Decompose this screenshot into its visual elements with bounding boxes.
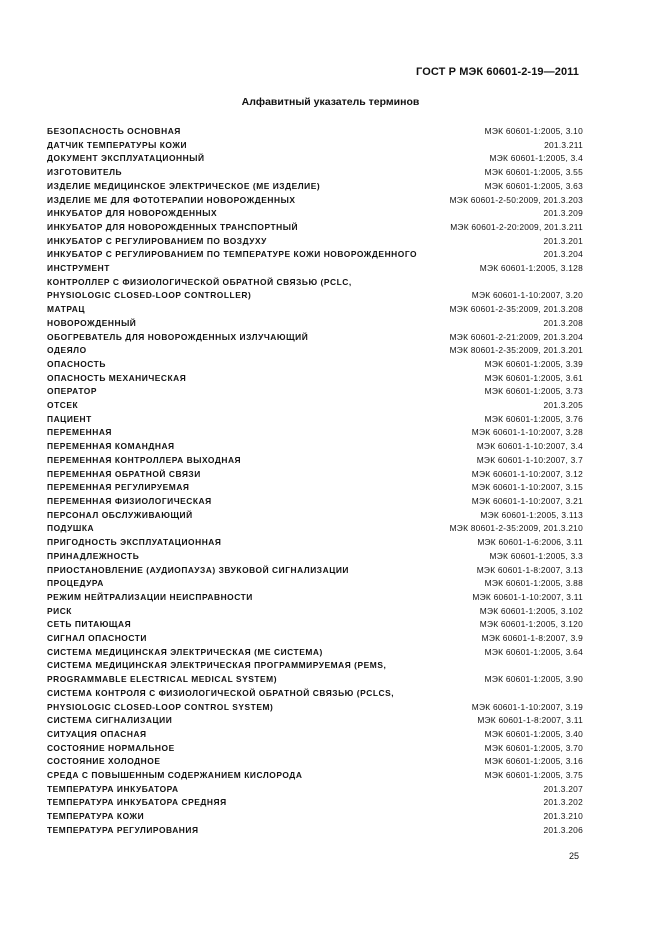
index-term: ПРИОСТАНОВЛЕНИЕ (АУДИОПАУЗА) ЗВУКОВОЙ СИГНАЛИЗАЦИИ — [47, 564, 350, 575]
index-term: ТЕМПЕРАТУРА ИНКУБАТОРА СРЕДНЯЯ — [47, 797, 227, 808]
index-entry — [47, 248, 583, 262]
index-reference: МЭК 60601-1:2005, 3.55 — [484, 167, 583, 178]
index-entry — [47, 687, 583, 714]
index-entry — [47, 276, 583, 303]
index-reference: МЭК 60601-1-6:2006, 3.11 — [477, 537, 583, 548]
index-entry — [47, 481, 583, 495]
index-reference: 201.3.209 — [543, 208, 583, 219]
index-reference: МЭК 60601-1:2005, 3.73 — [484, 386, 583, 397]
term-index-list — [47, 125, 583, 838]
index-reference: МЭК 60601-1-10:2007, 3.4 — [476, 441, 583, 452]
index-reference: МЭК 60601-1:2005, 3.16 — [484, 756, 583, 767]
index-reference: МЭК 60601-1-10:2007, 3.12 — [471, 468, 583, 479]
index-term: ИЗДЕЛИЕ МЕ ДЛЯ ФОТОТЕРАПИИ НОВОРОЖДЕННЫХ — [47, 194, 296, 205]
index-entry — [47, 755, 583, 769]
index-entry — [47, 194, 583, 208]
index-reference: МЭК 60601-1:2005, 3.64 — [484, 646, 583, 657]
index-entry — [47, 262, 583, 276]
index-term: ПАЦИЕНТ — [47, 413, 92, 424]
index-entry — [47, 618, 583, 632]
index-entry — [47, 235, 583, 249]
document-standard-id: ГОСТ Р МЭК 60601-2-19—2011 — [416, 66, 579, 78]
index-reference: МЭК 60601-1:2005, 3.75 — [484, 770, 583, 781]
index-entry — [47, 783, 583, 797]
index-reference: МЭК 60601-1:2005, 3.113 — [480, 509, 583, 520]
index-reference: МЭК 60601-1:2005, 3.4 — [489, 153, 583, 164]
index-term: ИНКУБАТОР С РЕГУЛИРОВАНИЕМ ПО ВОЗДУХУ — [47, 235, 267, 246]
index-entry — [47, 564, 583, 578]
index-reference: МЭК 60601-2-20:2009, 201.3.211 — [450, 221, 583, 232]
index-entry — [47, 824, 583, 838]
index-reference: 201.3.211 — [544, 139, 583, 150]
index-reference: МЭК 60601-1:2005, 3.90 — [484, 674, 583, 685]
index-entry — [47, 166, 583, 180]
index-reference: МЭК 60601-1:2005, 3.40 — [484, 728, 583, 739]
index-entry — [47, 399, 583, 413]
index-reference: МЭК 60601-1:2005, 3.63 — [484, 180, 583, 191]
index-term: ИЗГОТОВИТЕЛЬ — [47, 167, 123, 178]
index-term: ПЕРЕМЕННАЯ КОМАНДНАЯ — [47, 441, 175, 452]
index-reference: 201.3.207 — [543, 783, 583, 794]
index-term: ОДЕЯЛО — [47, 345, 87, 356]
index-entry — [47, 358, 583, 372]
index-reference: МЭК 60601-2-21:2009, 201.3.204 — [449, 331, 583, 342]
index-reference: МЭК 60601-1-10:2007, 3.20 — [471, 290, 583, 301]
index-entry — [47, 495, 583, 509]
index-entry — [47, 139, 583, 153]
index-term: ДАТЧИК ТЕМПЕРАТУРЫ КОЖИ — [47, 139, 188, 150]
index-term: ПОДУШКА — [47, 523, 95, 534]
index-term: СОСТОЯНИЕ ХОЛОДНОЕ — [47, 756, 161, 767]
index-reference: МЭК 60601-1:2005, 3.128 — [479, 263, 583, 274]
index-entry — [47, 605, 583, 619]
index-term: ТЕМПЕРАТУРА ИНКУБАТОРА — [47, 783, 179, 794]
index-reference: МЭК 60601-1-8:2007, 3.13 — [476, 564, 583, 575]
index-term: СИТУАЦИЯ ОПАСНАЯ — [47, 728, 147, 739]
index-term: ТЕМПЕРАТУРА РЕГУЛИРОВАНИЯ — [47, 824, 199, 835]
index-reference: МЭК 60601-1:2005, 3.61 — [484, 372, 583, 383]
index-entry — [47, 413, 583, 427]
index-entry — [47, 769, 583, 783]
index-term: ПРИГОДНОСТЬ ЭКСПЛУАТАЦИОННАЯ — [47, 537, 222, 548]
index-reference: 201.3.204 — [543, 249, 583, 260]
index-reference: 201.3.201 — [543, 235, 583, 246]
index-term: СЕТЬ ПИТАЮЩАЯ — [47, 619, 132, 630]
index-term: ИЗДЕЛИЕ МЕДИЦИНСКОЕ ЭЛЕКТРИЧЕСКОЕ (МЕ ИЗДЕЛИЕ) — [47, 180, 321, 191]
index-term: СИСТЕМА КОНТРОЛЯ С ФИЗИОЛОГИЧЕСКОЙ ОБРАТНОЙ СВЯЗЬЮ (PCLCS, PHYSIOLOGIC CLOSED-LOOP CONTROL SYSTEM) — [47, 687, 395, 712]
index-entry — [47, 426, 583, 440]
index-entry — [47, 468, 583, 482]
index-reference: МЭК 60601-2-50:2009, 201.3.203 — [449, 194, 583, 205]
index-term: СИСТЕМА МЕДИЦИНСКАЯ ЭЛЕКТРИЧЕСКАЯ ПРОГРАММИРУЕМАЯ (PEMS, PROGRAMMABLE ELECTRICAL MEDICAL SYSTEM) — [47, 660, 387, 685]
index-term: ИНСТРУМЕНТ — [47, 263, 110, 274]
index-entry — [47, 728, 583, 742]
index-term: МАТРАЦ — [47, 304, 86, 315]
index-term: РЕЖИМ НЕЙТРАЛИЗАЦИИ НЕИСПРАВНОСТИ — [47, 591, 253, 602]
index-reference: МЭК 80601-2-35:2009, 201.3.210 — [449, 523, 583, 534]
index-entry — [47, 303, 583, 317]
index-term: ИНКУБАТОР ДЛЯ НОВОРОЖДЕННЫХ ТРАНСПОРТНЫЙ — [47, 221, 299, 232]
index-entry — [47, 152, 583, 166]
index-entry — [47, 810, 583, 824]
index-entry — [47, 331, 583, 345]
index-reference: МЭК 60601-1:2005, 3.102 — [479, 605, 583, 616]
index-reference: МЭК 60601-1-10:2007, 3.19 — [471, 701, 583, 712]
index-term: ПЕРЕМЕННАЯ РЕГУЛИРУЕМАЯ — [47, 482, 190, 493]
index-entry — [47, 659, 583, 686]
index-reference: МЭК 60601-1-10:2007, 3.21 — [471, 495, 583, 506]
index-term: ОПАСНОСТЬ — [47, 358, 106, 369]
index-entry — [47, 317, 583, 331]
index-term: ПЕРСОНАЛ ОБСЛУЖИВАЮЩИЙ — [47, 509, 193, 520]
index-entry — [47, 454, 583, 468]
index-reference: МЭК 60601-1:2005, 3.70 — [484, 742, 583, 753]
index-entry — [47, 344, 583, 358]
index-entry — [47, 180, 583, 194]
index-term: ДОКУМЕНТ ЭКСПЛУАТАЦИОННЫЙ — [47, 153, 205, 164]
index-term: НОВОРОЖДЕННЫЙ — [47, 317, 137, 328]
index-reference: МЭК 60601-2-35:2009, 201.3.208 — [449, 304, 583, 315]
index-term: ОПЕРАТОР — [47, 386, 98, 397]
index-entry — [47, 536, 583, 550]
index-entry — [47, 207, 583, 221]
index-reference: 201.3.208 — [543, 317, 583, 328]
index-entry — [47, 125, 583, 139]
index-term: ПЕРЕМЕННАЯ КОНТРОЛЛЕРА ВЫХОДНАЯ — [47, 454, 242, 465]
index-term: СИГНАЛ ОПАСНОСТИ — [47, 633, 147, 644]
index-reference: МЭК 60601-1-8:2007, 3.9 — [481, 633, 583, 644]
index-term: РИСК — [47, 605, 72, 616]
index-entry — [47, 522, 583, 536]
page-number: 25 — [568, 851, 579, 861]
index-reference: МЭК 60601-1:2005, 3.3 — [489, 550, 583, 561]
index-reference: МЭК 60601-1:2005, 3.120 — [479, 619, 583, 630]
index-entry — [47, 385, 583, 399]
index-entry — [47, 440, 583, 454]
index-reference: МЭК 60601-1:2005, 3.76 — [484, 413, 583, 424]
index-reference: МЭК 60601-1-10:2007, 3.28 — [471, 427, 583, 438]
index-reference: МЭК 60601-1-8:2007, 3.11 — [477, 715, 583, 726]
index-entry — [47, 221, 583, 235]
index-term: ПРОЦЕДУРА — [47, 578, 104, 589]
index-entry — [47, 372, 583, 386]
index-entry — [47, 577, 583, 591]
index-reference: МЭК 60601-1-10:2007, 3.15 — [471, 482, 583, 493]
index-entry — [47, 632, 583, 646]
index-term: СИСТЕМА МЕДИЦИНСКАЯ ЭЛЕКТРИЧЕСКАЯ (МЕ СИСТЕМА) — [47, 646, 323, 657]
index-term: ТЕМПЕРАТУРА КОЖИ — [47, 811, 145, 822]
index-term: ИНКУБАТОР ДЛЯ НОВОРОЖДЕННЫХ — [47, 208, 218, 219]
index-entry — [47, 796, 583, 810]
index-term: ПЕРЕМЕННАЯ ФИЗИОЛОГИЧЕСКАЯ — [47, 495, 212, 506]
index-entry — [47, 646, 583, 660]
index-reference: МЭК 60601-1-10:2007, 3.7 — [476, 454, 583, 465]
index-reference: 201.3.210 — [543, 811, 583, 822]
index-entry — [47, 714, 583, 728]
index-term: ПРИНАДЛЕЖНОСТЬ — [47, 550, 140, 561]
index-term: СОСТОЯНИЕ НОРМАЛЬНОЕ — [47, 742, 175, 753]
index-term: ОБОГРЕВАТЕЛЬ ДЛЯ НОВОРОЖДЕННЫХ ИЗЛУЧАЮЩИЙ — [47, 331, 309, 342]
index-title: Алфавитный указатель терминов — [241, 96, 420, 108]
index-reference: МЭК 60601-1:2005, 3.39 — [484, 358, 583, 369]
index-term: ПЕРЕМЕННАЯ — [47, 427, 113, 438]
index-term: ИНКУБАТОР С РЕГУЛИРОВАНИЕМ ПО ТЕМПЕРАТУРЕ КОЖИ НОВОРОЖДЕННОГО — [47, 249, 418, 260]
index-entry — [47, 550, 583, 564]
index-reference: МЭК 60601-1-10:2007, 3.11 — [472, 591, 583, 602]
index-term: БЕЗОПАСНОСТЬ ОСНОВНАЯ — [47, 126, 181, 136]
index-reference: 201.3.205 — [543, 400, 583, 411]
index-term: ОТСЕК — [47, 400, 79, 411]
index-term: ПЕРЕМЕННАЯ ОБРАТНОЙ СВЯЗИ — [47, 468, 201, 479]
index-term: СРЕДА С ПОВЫШЕННЫМ СОДЕРЖАНИЕМ КИСЛОРОДА — [47, 770, 303, 781]
index-reference: 201.3.202 — [543, 797, 583, 808]
index-entry — [47, 509, 583, 523]
index-term: ОПАСНОСТЬ МЕХАНИЧЕСКАЯ — [47, 372, 187, 383]
index-entry — [47, 591, 583, 605]
index-entry — [47, 742, 583, 756]
index-reference: МЭК 80601-2-35:2009, 201.3.201 — [449, 345, 583, 356]
index-term: КОНТРОЛЛЕР С ФИЗИОЛОГИЧЕСКОЙ ОБРАТНОЙ СВЯЗЬЮ (PCLC, PHYSIOLOGIC CLOSED-LOOP CONTROLLER) — [47, 276, 352, 301]
index-reference: 201.3.206 — [543, 824, 583, 835]
index-term: СИСТЕМА СИГНАЛИЗАЦИИ — [47, 715, 173, 726]
index-reference: МЭК 60601-1:2005, 3.10 — [484, 126, 583, 136]
index-reference: МЭК 60601-1:2005, 3.88 — [484, 578, 583, 589]
